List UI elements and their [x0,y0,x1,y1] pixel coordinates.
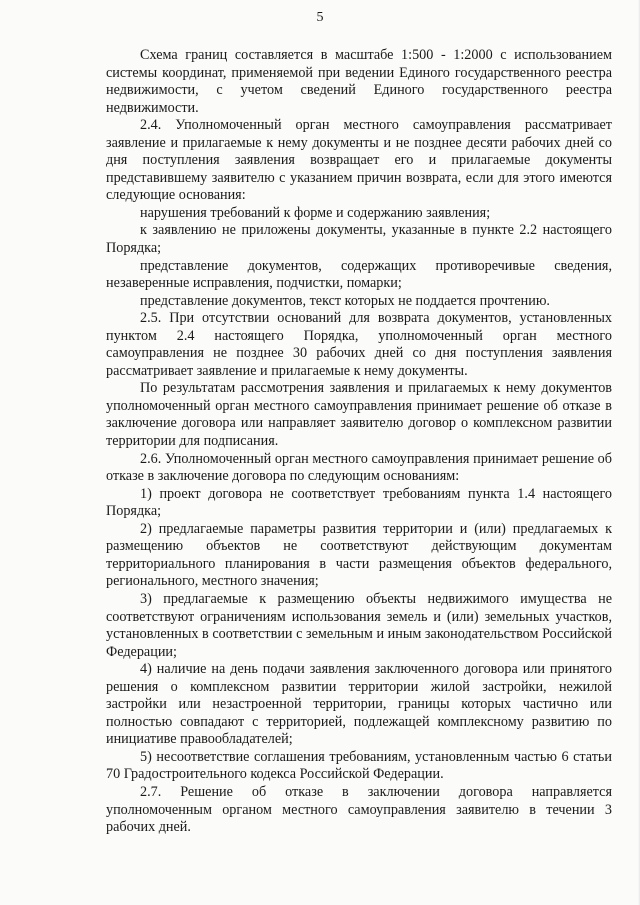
paragraph-boundary-scheme: Схема границ составляется в масштабе 1:500 - 1:2000 с использованием системы координат, применяемой при ведении Единого государственного реестра недвижимости, с учетом сведений Единого государственного реестра недвижимости. [106,47,612,116]
page-number: 5 [316,10,324,25]
paragraph-ground-illegible-text: представление документов, текст которых не поддается прочтению. [140,292,550,309]
paragraph-ground-missing-documents: к заявлению не приложены документы, указанные в пункте 2.2 настоящего Порядка; [106,222,612,257]
paragraph-2-7: 2.7. Решение об отказе в заключении договора направляется уполномоченным органом местного самоуправления заявителю в течении 3 рабочих дней. [106,783,612,836]
paragraph-2-4: 2.4. Уполномоченный орган местного самоуправления рассматривает заявление и прилагаемые к нему документы и не позднее десяти рабочих дней со дня поступления заявления возвращает его и прилагаемые документы представившему заявителю с указанием причин возврата, если для этого имеются следующие основания: [106,117,612,204]
paragraph-2-6: 2.6. Уполномоченный орган местного самоуправления принимает решение об отказе в заключение договора по следующим основаниям: [106,450,612,485]
paragraph-refusal-ground-4: 4) наличие на день подачи заявления заключенного договора или принятого решения о комплексном развитии территории жилой застройки, нежилой застройки или незастроенной территории, границы которых частично или полностью совпадают с территорией, подлежащей комплексному развитию по инициативе правообладателей; [106,661,612,748]
paragraph-refusal-ground-3: 3) предлагаемые к размещению объекты недвижимого имущества не соответствуют ограничениям использования земель и (или) земельных участков, установленных в соответствии с земельным и иным законодательством Российской Федерации; [106,590,612,660]
paragraph-refusal-ground-1: 1) проект договора не соответствует требованиям пункта 1.4 настоящего Порядка; [106,485,612,520]
paragraph-2-5: 2.5. При отсутствии оснований для возврата документов, установленных пунктом 2.4 настоящего Порядка, уполномоченный орган местного самоуправления не позднее 30 рабочих дней со дня поступления заявления рассматривает заявление и прилагаемые к нему документы. [106,310,612,379]
paragraph-refusal-ground-2: 2) предлагаемые параметры развития территории и (или) предлагаемых к размещению объектов не соответствуют действующим документам территориального планирования в части размещения объектов федерального, регионального, местного значения; [106,520,612,590]
paragraph-refusal-ground-5: 5) несоответствие соглашения требованиям, установленным частью 6 статьи 70 Градостроительного кодекса Российской Федерации. [106,748,612,783]
paragraph-ground-contradictory-info: представление документов, содержащих противоречивые сведения, незаверенные исправления, подчистки, помарки; [106,257,612,292]
paragraph-review-results: По результатам рассмотрения заявления и прилагаемых к нему документов уполномоченный орган местного самоуправления принимает решение об отказе в заключение договора или направляет заявителю договор о комплексном развитии территории для подписания. [106,380,612,450]
paragraph-ground-form-violation: нарушения требований к форме и содержанию заявления; [140,204,491,221]
document-body [106,47,612,837]
